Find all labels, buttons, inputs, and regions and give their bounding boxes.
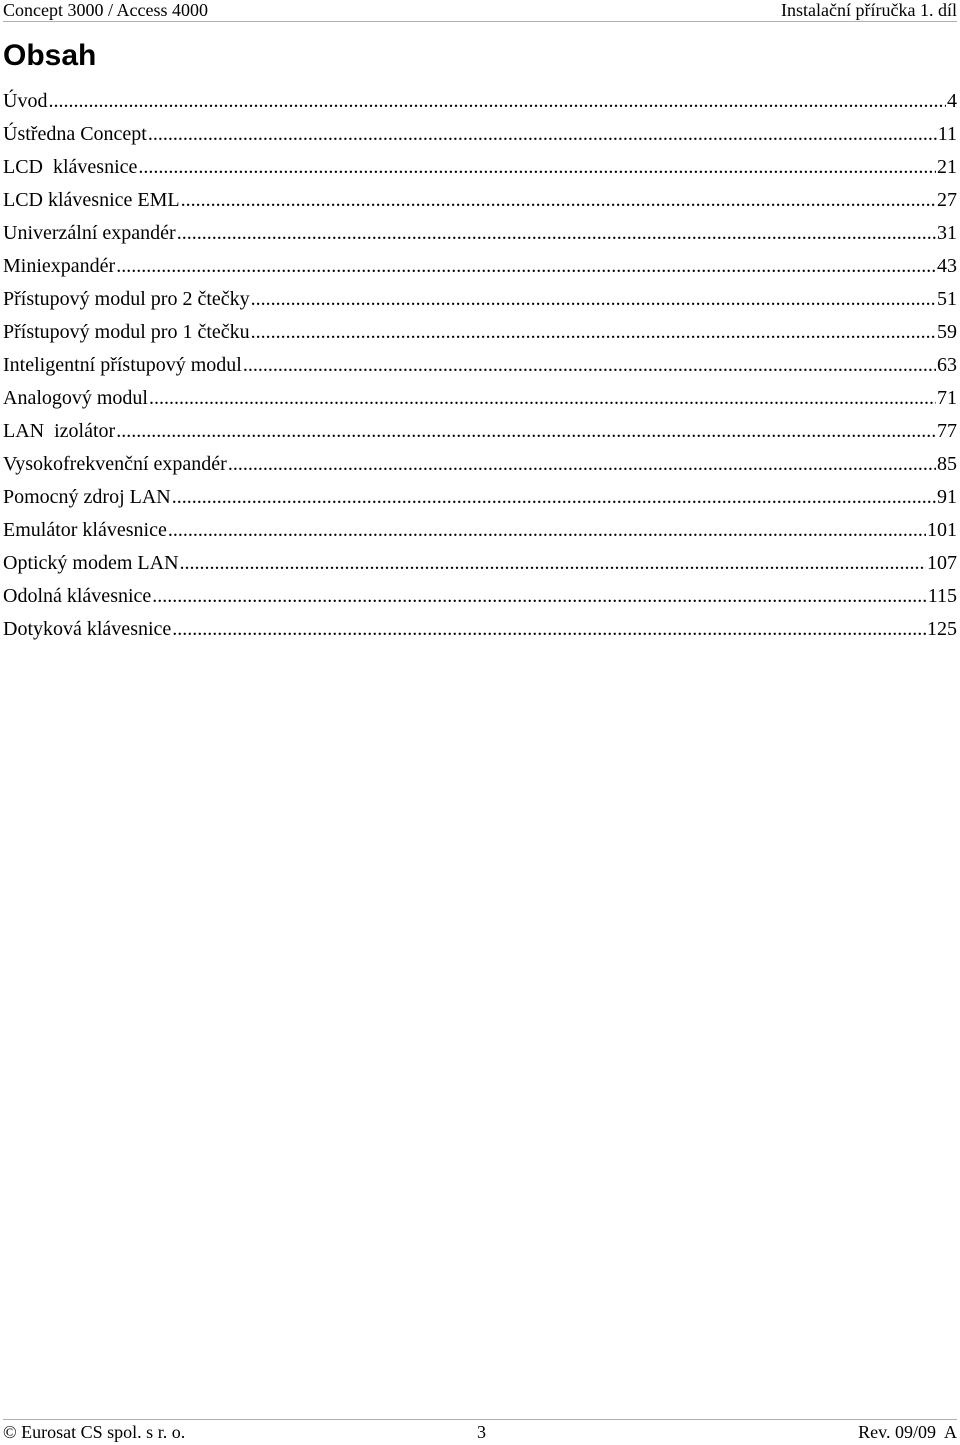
toc-leader (149, 382, 936, 415)
toc-entry-page: 43 (937, 255, 957, 277)
toc-entry-label: LCD klávesnice EML (3, 189, 180, 211)
toc-entry-label: Miniexpandér (3, 255, 116, 277)
toc-entry-label: Úvod (3, 90, 48, 112)
footer-page-number: 3 (477, 1422, 486, 1442)
toc-entry[interactable] (3, 316, 957, 349)
toc-leader (116, 415, 936, 448)
toc-entry[interactable] (3, 349, 957, 382)
toc-entry[interactable] (3, 547, 957, 580)
toc-entry-page: 77 (937, 420, 957, 442)
toc-entry[interactable] (3, 481, 957, 514)
toc-entry-page: 115 (927, 585, 957, 607)
toc-entry-label: Přístupový modul pro 1 čtečku (3, 321, 250, 343)
toc-entry-label: Dotyková klávesnice (3, 618, 172, 640)
toc-leader (148, 118, 937, 151)
toc-entry-page: 63 (937, 354, 957, 376)
toc-entry-label: Ústředna Concept (3, 123, 147, 145)
page-header (3, 0, 957, 22)
toc-entry-page: 59 (937, 321, 957, 343)
footer-revision: Rev. 09/09 A (858, 1422, 957, 1442)
toc-entry[interactable] (3, 151, 957, 184)
toc-entry[interactable] (3, 415, 957, 448)
toc-entry[interactable] (3, 217, 957, 250)
toc-entry-label: LAN izolátor (3, 420, 116, 442)
toc-entry[interactable] (3, 250, 957, 283)
footer-copyright: © Eurosat CS spol. s r. o. (3, 1422, 186, 1442)
toc-leader (168, 514, 926, 547)
toc-entry-label: LCD klávesnice (3, 156, 138, 178)
toc-entry-label: Optický modem LAN (3, 552, 179, 574)
toc-entry-page: 27 (937, 189, 957, 211)
toc-leader (228, 448, 936, 481)
toc-entry-page: 51 (937, 288, 957, 310)
toc-leader (251, 316, 936, 349)
toc-leader (138, 151, 936, 184)
toc-entry[interactable] (3, 580, 957, 613)
toc-entry-page: 31 (937, 222, 957, 244)
toc-entry[interactable] (3, 118, 957, 151)
toc-leader (251, 283, 936, 316)
toc-entry-label: Vysokofrekvenční expandér (3, 453, 227, 475)
toc-entry[interactable] (3, 382, 957, 415)
toc-entry[interactable] (3, 514, 957, 547)
toc-entry-label: Přístupový modul pro 2 čtečky (3, 288, 250, 310)
toc-entry[interactable] (3, 448, 957, 481)
toc-entry-label: Odolná klávesnice (3, 585, 152, 607)
page-title: Obsah (3, 39, 97, 72)
toc-entry-page: 107 (927, 552, 957, 574)
toc-leader (172, 481, 936, 514)
toc-entry[interactable] (3, 283, 957, 316)
toc-leader (116, 250, 936, 283)
header-document-title: Concept 3000 / Access 4000 (3, 0, 208, 20)
toc-leader (177, 217, 936, 250)
toc-entry-label: Analogový modul (3, 387, 148, 409)
toc-entry-label: Emulátor klávesnice (3, 519, 167, 541)
header-manual-name: Instalační příručka 1. díl (781, 0, 957, 20)
toc-leader (48, 85, 946, 118)
toc-entry-label: Univerzální expandér (3, 222, 176, 244)
toc-leader (181, 184, 936, 217)
toc-leader (180, 547, 926, 580)
toc-entry[interactable] (3, 85, 957, 118)
table-of-contents (3, 85, 957, 646)
toc-leader (243, 349, 936, 382)
toc-entry-page: 21 (937, 156, 957, 178)
toc-leader (152, 580, 926, 613)
toc-entry-page: 91 (937, 486, 957, 508)
toc-entry-page: 4 (947, 90, 957, 112)
toc-entry[interactable] (3, 613, 957, 646)
toc-entry-page: 11 (937, 123, 957, 145)
toc-entry[interactable] (3, 184, 957, 217)
toc-entry-page: 85 (937, 453, 957, 475)
toc-leader (172, 613, 926, 646)
toc-entry-page: 71 (937, 387, 957, 409)
toc-entry-label: Pomocný zdroj LAN (3, 486, 171, 508)
page-footer (3, 1419, 957, 1445)
toc-entry-label: Inteligentní přístupový modul (3, 354, 242, 376)
toc-entry-page: 101 (927, 519, 957, 541)
toc-entry-page: 125 (927, 618, 957, 640)
